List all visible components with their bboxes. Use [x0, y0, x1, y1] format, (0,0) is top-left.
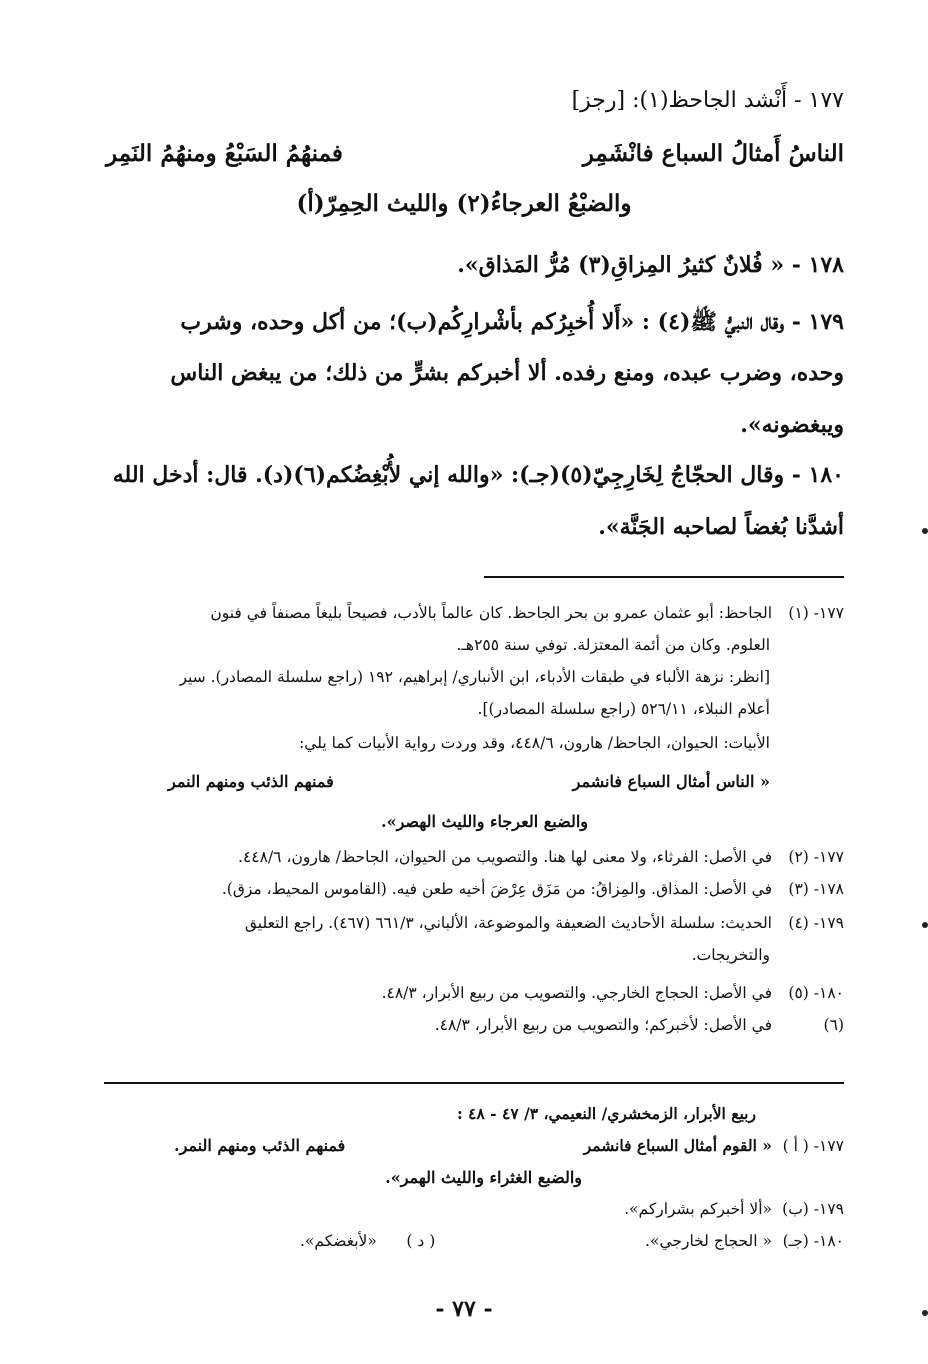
entry-179-line-2: وحده، وضرب عبده، ومنع رفده. ألا أخبركم بشرٍّ من ذلك؛ من يبغض الناس — [170, 360, 844, 386]
footnote-5-text: في الأصل: الحجاج الخارجي. والتصويب من ربيع الأبرار، ٤٨/٣. — [381, 984, 772, 1002]
entry-178: ١٧٨ - « فُلانٌ كثيرُ المِزاقِ(٣) مُرُّ المَذاق». — [457, 252, 844, 278]
variant-d-number: ( د ) — [406, 1232, 436, 1250]
variant-b — [100, 1200, 844, 1218]
footnote-6-number: (٦) — [823, 1016, 844, 1034]
footnote-6 — [100, 1016, 844, 1034]
entry-180-line-1: ١٨٠ - وقال الحجّاجُ لِخَارِجِيّ(٥)(جـ): «والله إني لأُبْغِضُكم(٦)(د). قال: أدخل الله — [112, 462, 844, 488]
footnote-4-text: الحديث: سلسلة الأحاديث الضعيفة والموضوعة، الألباني، ٦٦١/٣ (٤٦٧). راجع التعليق — [244, 914, 772, 932]
footnote-5 — [100, 984, 844, 1002]
footnote-4-line-2: والتخريجات. — [691, 946, 770, 964]
variants-separator — [104, 1082, 844, 1084]
variant-a-verse-2: والضبع الغثراء والليث الهمر». — [385, 1168, 582, 1187]
poem-verse-1-right: الناسُ أَمثالُ السباع فانْشَمِر — [582, 140, 844, 167]
footnote-1-line-3: [انظر: نزهة الألباء في طبقات الأدباء، ابن الأنباري/ إبراهيم، ١٩٢ (راجع سلسلة المصادر). سير — [179, 668, 770, 686]
footnote-1-text: الجاحظ: أبو عثمان عمرو بن بحر الجاحظ. كان عالماً بالأدب، فصيحاً بليغاً مصنفاً في فنون — [210, 604, 772, 622]
variant-c-number: ١٨٠- (جـ) — [782, 1232, 844, 1250]
poem-verse-2: والضبْعُ العرجاءُ(٢) والليث الحِمِرّ(أ) — [296, 190, 632, 217]
entry-179-line-3: ويبغضونه». — [740, 412, 844, 438]
footnote-2-number: ١٧٧- (٢) — [788, 848, 844, 866]
footnote-1-line-4: أعلام النبلاء، ٥٢٦/١١ (راجع سلسلة المصادر)]. — [477, 700, 770, 718]
footnote-4-number: ١٧٩- (٤) — [788, 914, 844, 932]
margin-mark — [922, 922, 928, 928]
footnote-1-line-1 — [100, 604, 844, 622]
footnote-separator — [484, 576, 844, 578]
footnote-2-text: في الأصل: الفرثاء، ولا معنى لها هنا. والتصويب من الحيوان، الجاحظ/ هارون، ٤٤٨/٦. — [238, 848, 772, 866]
entry-179-line-1: ١٧٩ - وقال النبيُّ ﷺ(٤) : «أَلا أُخبِرُكم بأشْرارِكُم(ب)؛ من أكل وحده، وشرب — [180, 309, 844, 335]
variant-d — [300, 1232, 435, 1250]
variant-d-text: «لأبغضكم». — [300, 1232, 377, 1250]
footnote-5-number: ١٨٠- (٥) — [788, 984, 844, 1002]
footnote-1-line-5: الأبيات: الحيوان، الجاحظ/ هارون، ٤٤٨/٦، وقد وردت رواية الأبيات كما يلي: — [299, 734, 770, 752]
footnote-1-verse-2: والضبع العرجاء والليث الهصر». — [381, 812, 588, 831]
footnote-3-number: ١٧٨- (٣) — [788, 880, 844, 898]
footnote-1-number: ١٧٧- (١) — [788, 604, 844, 622]
footnote-3 — [100, 880, 844, 898]
variant-c-text: « الحجاج لخارجي». — [645, 1232, 772, 1250]
footnote-6-text: في الأصل: لأخبركم؛ والتصويب من ربيع الأبرار، ٤٨/٣. — [434, 1016, 772, 1034]
variant-a-number: ١٧٧- ( أ ) — [782, 1137, 844, 1155]
entry-180-line-2: أشدَّنا بُغضاً لصاحبه الجَنَّة». — [598, 514, 844, 540]
footnote-4-line-1 — [100, 914, 844, 932]
variants-heading: ربيع الأبرار، الزمخشري/ النعيمي، ٣/ ٤٧ - ٤٨ : — [457, 1104, 756, 1123]
footnote-1-verse-1-right: « الناس أمثال السباع فانشمر — [572, 772, 770, 791]
variant-b-text: «ألا أخبركم بشراركم». — [624, 1200, 772, 1218]
entry-177-heading: ١٧٧ - أَنْشد الجاحظ(١): [رجز] — [571, 88, 844, 113]
margin-mark — [922, 528, 928, 534]
footnote-2 — [100, 848, 844, 866]
poem-verse-1-left: فمنهُمُ السَبْعُ ومنهُمُ النَمِر — [106, 140, 343, 167]
variant-a-verse-1-left: فمنهم الذئب ومنهم النمر. — [174, 1136, 346, 1155]
variant-a-verse-1-right: « القوم أمثال السباع فانشمر — [583, 1136, 772, 1155]
variant-c — [100, 1232, 844, 1250]
variant-b-number: ١٧٩- (ب) — [782, 1200, 844, 1218]
page-number: - ٧٧ - — [435, 1296, 493, 1322]
footnote-1-verse-1-left: فمنهم الذئب ومنهم النمر — [168, 772, 334, 791]
margin-mark — [922, 1310, 928, 1316]
footnote-1-line-2: العلوم. وكان من أئمة المعتزلة. توفي سنة ٢٥٥هـ. — [456, 636, 770, 654]
footnote-3-text: في الأصل: المذاق. والمِزاقُ: من مَزَق عِرْضَ أخيه طعن فيه. (القاموس المحيط، مزق). — [221, 880, 772, 898]
